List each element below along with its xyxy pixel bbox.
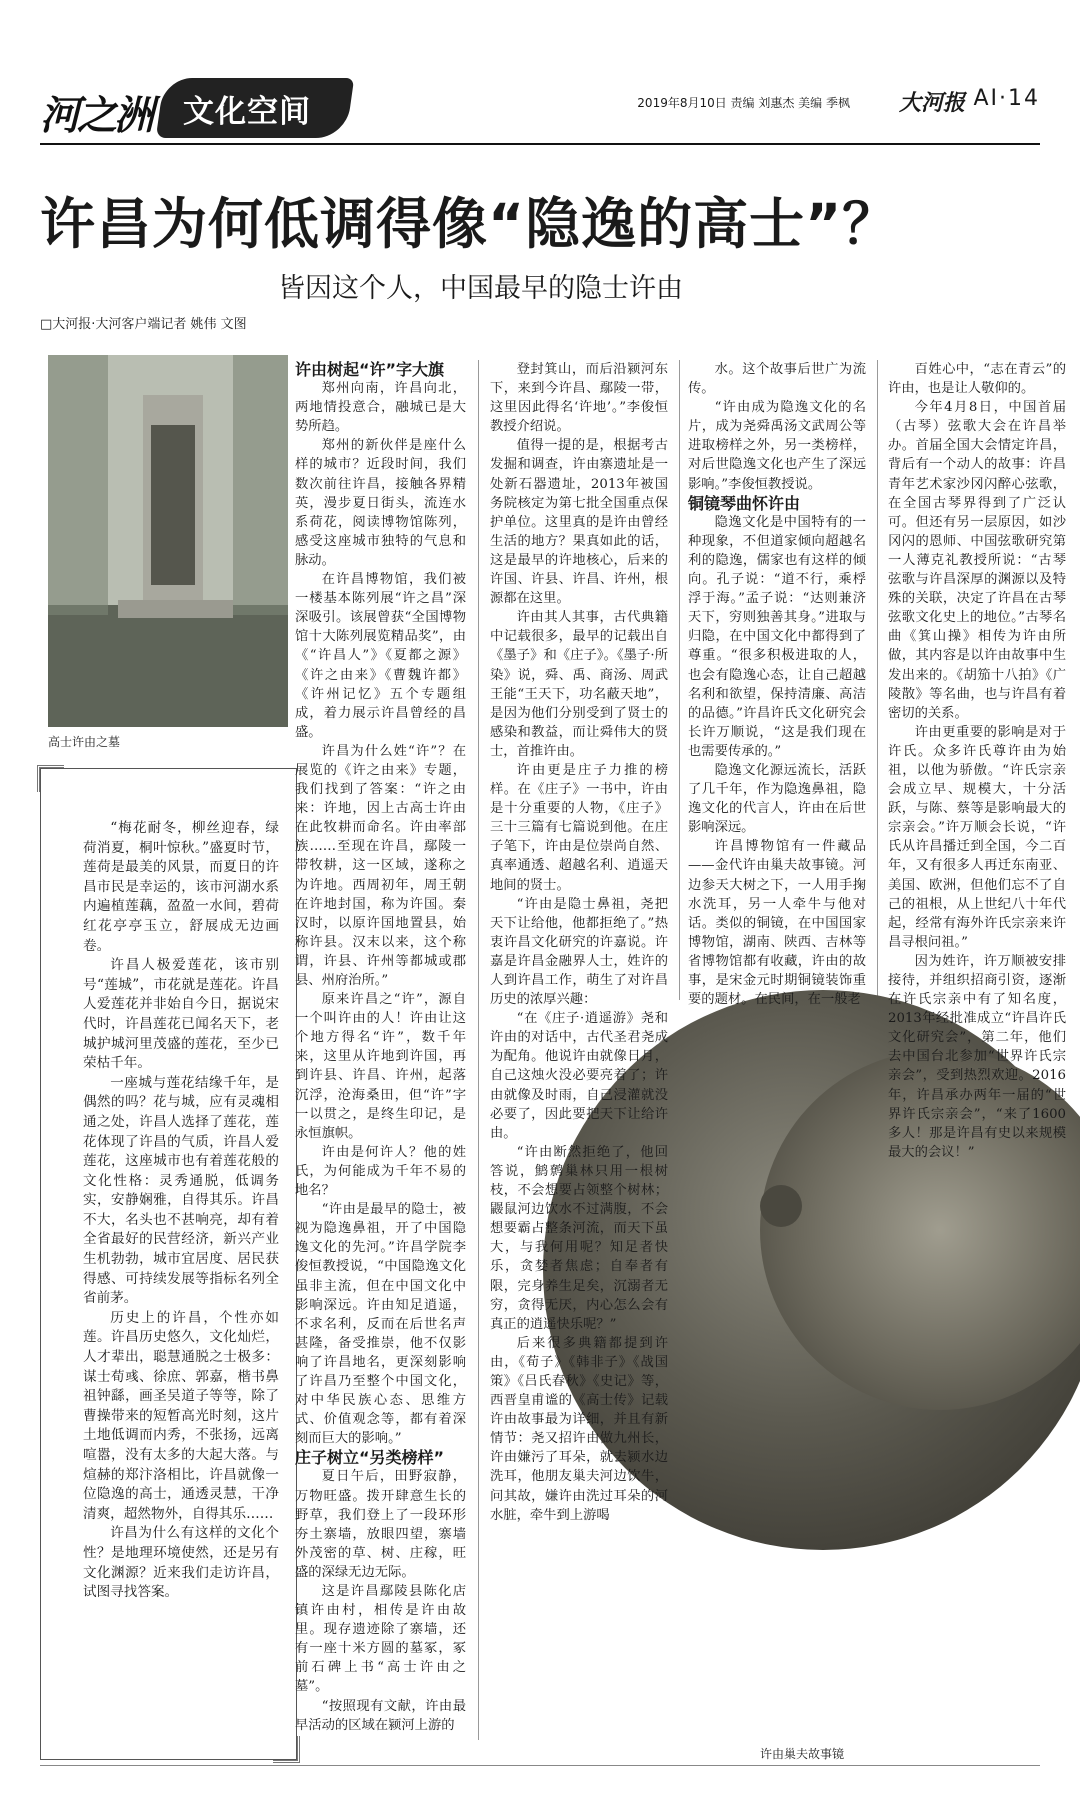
article-paragraph: 值得一提的是，根据考古发掘和调查，许由寨遗址是一处新石器遗址，2013年被国务院核定为第七批全国重点保护单位。这里真的是许由曾经生活的地方？果真如此的话，这是最早的许地核心，后来的许国、许县、许昌、许州，根源都在这里。 — [490, 438, 668, 607]
article-paragraph: 原来许昌之“许”，源自一个叫许由的人！许由让这个地方得名“许”，数千年来，这里从许地到许国，再到许县、许昌、许州，起落沉浮，沧海桑田，但“许”字一以贯之，是终生印记，是永恒旗帜。 — [295, 992, 466, 1141]
photo-caption: 高士许由之墓 — [48, 735, 121, 749]
byline: □大河报·大河客户端记者 姚伟 文图 — [40, 317, 247, 332]
sidebar-paragraph: 一座城与莲花结缘千年，是偶然的吗？花与城，应有灵魂相通之处，许昌人选择了莲花，莲花体现了许昌的气质，许昌人爱莲花，这座城市也有着莲花般的文化性格：灵秀通脱，低调务实，安静娴雅，自得其乐。许昌不大，名头也不甚响亮，却有着全省最好的民营经济，新兴产业生机勃勃，城市宜居度、居民获得感、可持续发展等指标名列全省前茅。 — [83, 1074, 279, 1307]
article-paragraph: 百姓心中，“志在青云”的许由，也是让人敬仰的。 — [888, 362, 1066, 397]
tomb-photo — [48, 355, 288, 727]
section-subheading: 庄子树立“另类榜样” — [295, 1448, 445, 1468]
article-paragraph: “许由成为隐逸文化的名片，成为尧舜禹汤文武周公等进取榜样之外，另一类榜样，对后世隐逸文化也产生了深远影响。”李俊恒教授说。 — [688, 400, 866, 492]
section-title: 文化空间 — [183, 94, 311, 130]
article-paragraph: 隐逸文化是中国特有的一种现象，不但道家倾向超越名利的隐逸，儒家也有这样的倾向。孔子说：“道不行，乘桴浮于海。”孟子说：“达则兼济天下，穷则独善其身。”进取与归隐，在中国文化中都得到了尊重。“很多积极进取的人，也会有隐逸心态，让自己超越名利和欲望，保持清廉、高洁的品德。”许昌许氏文化研究会长许万顺说，“这是我们现在也需要传承的。” — [688, 514, 866, 759]
article-paragraph: “许由是最早的隐士，被视为隐逸鼻祖，开了中国隐逸文化的先河。”许昌学院李俊恒教授说，“中国隐逸文化虽非主流，但在中国文化中影响深远。许由知足逍遥，不求名利，反而在后世名声甚隆，备受推崇，他不仅影响了许昌地名，更深刻影响了许昌乃至整个中国文化，对中华民族心态、思维方式、价值观念等，都有着深刻而巨大的影响。” — [295, 1202, 466, 1447]
article-paragraph: 许由是何许人？他的姓氏，为何能成为千年不易的地名？ — [295, 1144, 466, 1199]
article-paragraph: 许由更重要的影响是对于许氏。众多许氏尊许由为始祖，以他为骄傲。“许氏宗亲会成立早、规模大，十分活跃，与陈、蔡等是影响最大的宗亲会。”许万顺会长说，“许氏从许昌播迁到全国，今二百年，又有很多人再迁东南亚、美国、欧洲，但他们忘不了自己的祖根，从上世纪八十年代起，经常有海外许氏宗亲来许昌寻根问祖。” — [888, 724, 1066, 950]
subheadline: 皆因这个人，中国最早的隐士许由 — [278, 273, 683, 304]
column-divider — [877, 360, 878, 1000]
article-column-1 — [295, 360, 466, 1735]
article-paragraph: 郑州的新伙伴是座什么样的城市？近段时间，我们数次前往许昌，接触各界精英，漫步夏日街头，流连水系荷花，阅读博物馆陈列，感受这座城市独特的气息和脉动。 — [295, 438, 466, 568]
article-paragraph: 夏日午后，田野寂静，万物旺盛。拨开肆意生长的野草，我们登上了一段环形夯土寨墙，放眼四望，寨墙外茂密的草、树、庄稼，旺盛的深绿无边无际。 — [295, 1469, 466, 1580]
section-subheading: 许由树起“许”字大旗 — [295, 360, 445, 379]
article-paragraph: 这是许昌鄢陵县陈化店镇许由村，相传是许由故里。现存遗迹除了寨墙，还有一座十米方圆的墓冢，冢前石碑上书“高士许由之墓”。 — [295, 1584, 466, 1695]
article-paragraph: 今年4月8日，中国首届（古琴）弦歌大会在许昌举办。首届全国大会情定许昌，背后有一个动人的故事：许昌青年艺术家沙冈闪醉心弦歌，在全国古琴界得到了广泛认可。但还有另一层原因，如沙冈闪的恩师、中国弦歌研究第一人薄克礼教授所说：“古琴弦歌与许昌深厚的渊源以及特殊的关联，决定了许昌在古琴弦歌文化史上的地位。”古琴名曲《箕山操》相传为许由所做，其内容是以许由故事中生发出来的。《胡笳十八拍》《广陵散》等名曲，也与许昌有着密切的关系。 — [888, 400, 1066, 721]
mirror-caption: 许由巢夫故事镜 — [760, 1747, 845, 1761]
column-divider — [478, 360, 479, 1740]
article-paragraph: 登封箕山，而后沿颍河东下，来到今许昌、鄢陵一带，这里因此得名‘许地’。”李俊恒教授介绍说。 — [490, 362, 668, 435]
article-paragraph: 许昌为什么姓“许”？在展览的《许之由来》专题，我们找到了答案：“许之由来：许地，因上古高士许由在此牧耕而命名。许由率部族……至现在许昌，鄢陵一带牧耕，这一区域，遂称之为许地。西周初年，周王朝在许地封国，称为许国。秦汉时，以原许国地置县，始称许县。汉末以来，这个称谓，许县、许州等都城或郡县、州府治所。” — [295, 743, 466, 988]
article-paragraph: 因为姓许，许万顺被安排接待，并组织招商引资，逐渐在许氏宗亲中有了知名度，2013年经批准成立“许昌许氏文化研究会”，第二年，他们去中国台北参加“世界许氏宗亲会”，受到热烈欢迎。2016年，许昌承办两年一届的“世界许氏宗亲会”，“来了1600多人！那是许昌有史以来规模最大的会议！” — [888, 953, 1066, 1160]
article-paragraph: 在许昌博物馆，我们被一楼基本陈列展“许之昌”深深吸引。该展曾获“全国博物馆十大陈列展览精品奖”，由《“许昌人”》《夏都之源》《许之由来》《曹魏许都》《许州记忆》五个专题组成，着力展示许昌曾经的昌盛。 — [295, 572, 466, 740]
article-paragraph: “在《庄子·逍遥游》尧和许由的对话中，古代圣君尧成为配角。他说许由就像日月，自己这烛火没必要亮着了；许由就像及时雨，自己浸灌就没必要了，因此要把天下让给许由。 — [490, 1011, 668, 1141]
article-paragraph: 水。这个故事后世广为流传。 — [688, 362, 866, 397]
article-paragraph: 许昌博物馆有一件藏品——金代许由巢夫故事镜。河边参天大树之下，一人用手掬水洗耳，另一人牵牛与他对话。类似的铜镜，在中国国家博物馆，湖南、陕西、吉林等省博物馆都有收藏，许由的故事，是宋金元时期铜镜装饰重要的题材。在民间，在一般老 — [688, 839, 866, 1008]
sidebar-paragraph: 许昌人极爱莲花，该市别号“莲城”，市花就是莲花。许昌人爱莲花并非始自今日，据说宋代时，许昌莲花已闻名天下，老城护城河里茂盛的莲花，至少已荣枯千年。 — [83, 957, 279, 1072]
sidebar-paragraph: “梅花耐冬，柳丝迎春，绿荷消夏，桐叶惊秋。”盛夏时节，莲荷是最美的风景，而夏日的许昌市民是幸运的，该市河湖水系内遍植莲藕，盈盈一水间，碧荷红花亭亭玉立，舒展成无边画卷。 — [83, 820, 279, 954]
article-paragraph: “按照现有文献，许由最早活动的区域在颍河上游的 — [295, 1698, 466, 1733]
article-paragraph: “许由断然拒绝了，他回答说，鹪鹩巢林只用一根树枝，不会想要占领整个树林；鼹鼠河边饮水不过满腹，不会想要霸占整条河流，而天下虽大，与我何用呢？知足者快乐，贪婪者焦虑；自奉者有限，完身养生足矣，沉溺者无穷，贪得无厌，内心怎么会有真正的逍遥快乐呢？” — [490, 1144, 668, 1332]
article-column-2 — [490, 360, 668, 1525]
sidebar-paragraph: 许昌为什么有这样的文化个性？是地理环境使然，还是另有文化渊源？近来我们走访许昌，试图寻找答案。 — [83, 1525, 279, 1601]
column-divider — [679, 360, 680, 1000]
footer-rule — [40, 1765, 1040, 1766]
section-subheading: 铜镜琴曲怀许由 — [688, 493, 801, 513]
article-column-3 — [688, 360, 866, 1009]
header-rule — [40, 143, 1040, 145]
headline: 许昌为何低调得像“隐逸的高士”？ — [40, 192, 899, 256]
dateline: 2019年8月10日 责编 刘惠杰 美编 季枫 — [637, 96, 850, 110]
intro-sidebar — [40, 768, 297, 1760]
article-paragraph: 隐逸文化源远流长，活跃了几千年，作为隐逸鼻祖，隐逸文化的代言人，许由在后世影响深远。 — [688, 762, 866, 836]
article-paragraph: 许由更是庄子力推的榜样。在《庄子》一书中，许由是十分重要的人物，《庄子》三十三篇有七篇说到他。在庄子笔下，许由是位崇尚自然、真率通透、超越名利、逍遥天地间的贤士。 — [490, 762, 668, 893]
article-paragraph: 郑州向南，许昌向北，两地情投意合，融城已是大势所趋。 — [295, 381, 466, 435]
newspaper-logo: 大河报 — [898, 90, 965, 116]
brand-logo: 河之洲 — [40, 92, 151, 139]
article-paragraph: “许由是隐士鼻祖，尧把天下让给他，他都拒绝了。”热衷许昌文化研究的许嘉说。许嘉是许昌金融界人士，姓许的人到许昌工作，萌生了对许昌历史的浓厚兴趣： — [490, 896, 668, 1008]
mirror-knob — [760, 1185, 802, 1227]
article-paragraph: 许由其人其事，古代典籍中记载很多，最早的记载出自《墨子》和《庄子》。《墨子·所染》说，舜、禹、商汤、周武王能“王天下，功名蔽天地”，是因为他们分别受到了贤士的感染和教益，而让舜伟大的贤士，首推许由。 — [490, 610, 668, 759]
page-number: AI·14 — [973, 86, 1040, 111]
article-column-4 — [888, 360, 1066, 1162]
sidebar-paragraph: 历史上的许昌，个性亦如莲。许昌历史悠久，文化灿烂，人才辈出，聪慧通脱之士极多：谋士荀彧、徐庶、郭嘉，楷书鼻祖钟繇，画圣吴道子等等，除了曹操带来的短暂高光时刻，这片土地低调而内秀，不张扬，远离喧嚣，没有太多的大起大落。与煊赫的郑汴洛相比，许昌就像一位隐逸的高士，通透灵慧，干净清爽，超然物外，自得其乐…… — [83, 1309, 279, 1522]
article-paragraph: 后来很多典籍都提到许由，《荀子》《韩非子》《战国策》《吕氏春秋》《史记》等，西晋皇甫谧的《高士传》记载许由故事最为详细，并且有新情节：尧又招许由做九州长，许由嫌污了耳朵，就去颍水边洗耳，他朋友巢夫河边饮牛，问其故，嫌许由洗过耳朵的河水脏，牵牛到上游喝 — [490, 1335, 668, 1523]
